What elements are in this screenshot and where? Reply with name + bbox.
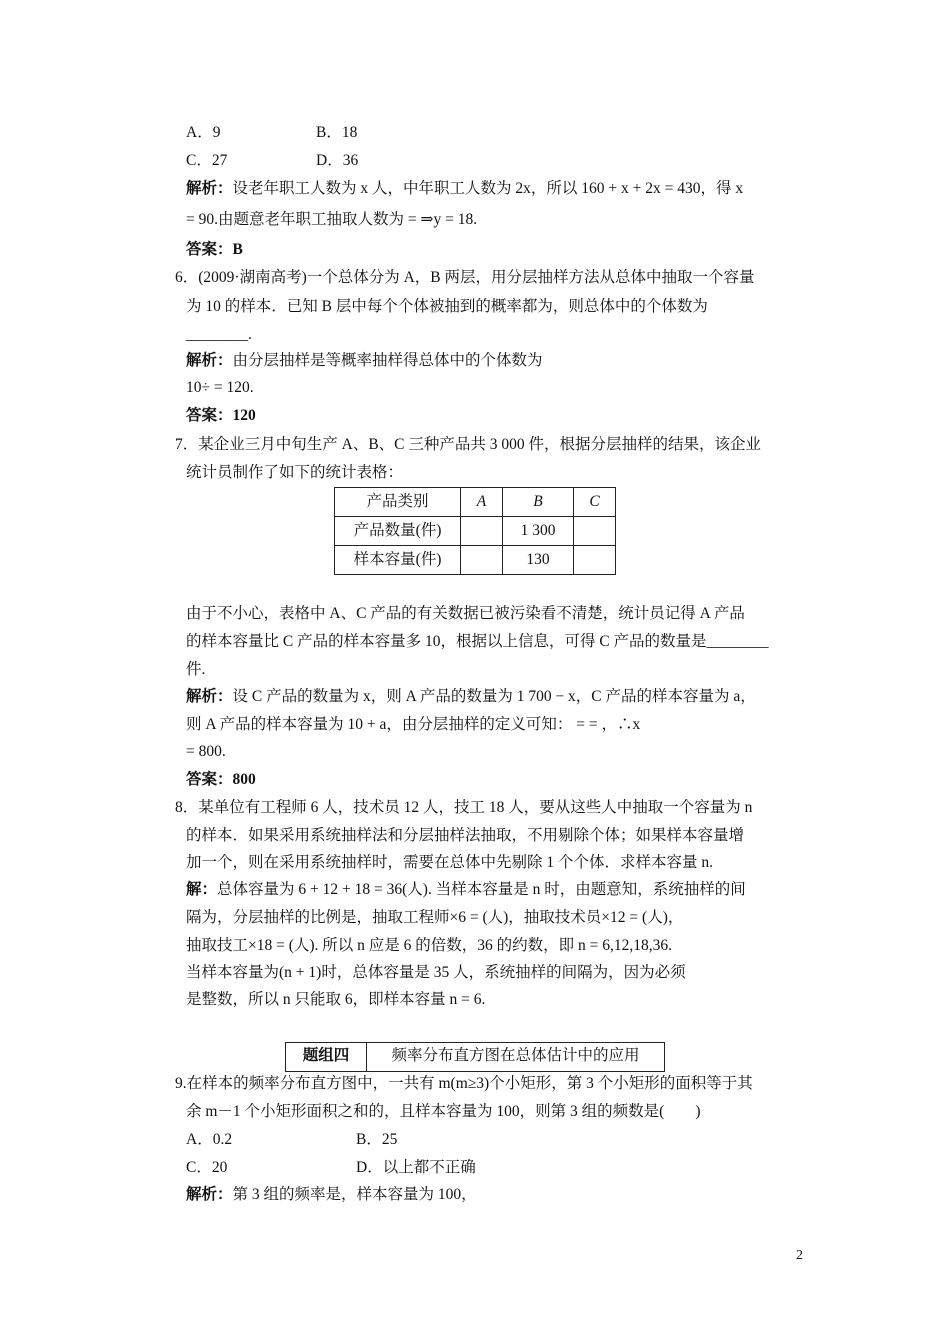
q7-stem-cont: 统计员制作了如下的统计表格： (186, 464, 404, 481)
q9-solution (186, 1185, 477, 1205)
table-header-row (335, 488, 616, 517)
q6-solution-cont: 10÷ = 120. (186, 379, 254, 396)
q6-stem-cont: 为 10 的样本．已知 B 层中每个个体被抽到的概率都为，则总体中的个体数为 (186, 298, 708, 315)
q5-answer: 答案：B (186, 241, 243, 258)
table-cell: 产品数量(件) (335, 517, 461, 546)
q7-stem-cont3: 的样本容量比 C 产品的样本容量多 10，根据以上信息，可得 C 产品的数量是________ (186, 633, 769, 650)
table-cell: 1 300 (503, 517, 574, 546)
q9-stem-cont: 余 m－1 个小矩形面积之和的，且样本容量为 100，则第 3 组的频数是( ) (186, 1103, 701, 1120)
table-cell (461, 546, 503, 575)
table-cell: 产品类别 (335, 488, 461, 517)
q8-solution-cont: 隔为，分层抽样的比例是，抽取工程师×6 = (人)，抽取技术员×12 = (人)， (186, 909, 684, 926)
q7-stem-cont2: 由于不小心，表格中 A、C 产品的有关数据已被污染看不清楚，统计员记得 A 产品 (186, 605, 745, 622)
solution-text: 总体容量为 6 + 12 + 18 = 36(人). 当样本容量是 n 时，由题意知，系统抽样的间 (217, 881, 746, 898)
q5-option-a: A．9 (186, 124, 221, 141)
solution-label: 解析： (186, 688, 233, 705)
q5-option-d: D．36 (316, 152, 359, 169)
solution-text: 设 C 产品的数量为 x，则 A 产品的数量为 1 700 − x，C 产品的样本容量为 a， (232, 688, 756, 705)
table-cell (574, 546, 616, 575)
q9-option-a: A．0.2 (186, 1131, 233, 1148)
solution-label: 解析： (186, 1186, 233, 1203)
solution-text: 由分层抽样是等概率抽样得总体中的个体数为 (232, 352, 543, 369)
table-cell: 130 (503, 546, 574, 575)
table-cell: A (461, 488, 503, 517)
q8-stem-cont2: 加一个，则在采用系统抽样时，需要在总体中先剔除 1 个个体．求样本容量 n. (186, 854, 714, 871)
q5-solution (186, 179, 743, 199)
solution-label: 解： (186, 881, 218, 898)
q9-stem: 9.在样本的频率分布直方图中，一共有 m(m≥3)个小矩形，第 3 个小矩形的面积等于其 (175, 1075, 753, 1092)
q9-option-b: B．25 (356, 1131, 398, 1148)
table-cell: 样本容量(件) (335, 546, 461, 575)
q8-solution-cont4: 是整数，所以 n 只能取 6，即样本容量 n = 6. (186, 991, 486, 1008)
q8-stem-cont: 的样本．如果采用系统抽样法和分层抽样法抽取，不用剔除个体；如果样本容量增 (186, 827, 745, 844)
solution-text: 第 3 组的频率是，样本容量为 100， (232, 1186, 477, 1203)
q7-stem: 7．某企业三月中旬生产 A、B、C 三种产品共 3 000 件，根据分层抽样的结果，该企业 (175, 436, 761, 453)
q8-solution-cont2: 抽取技工×18 = (人). 所以 n 应是 6 的倍数，36 的约数，即 n = 6,12,18,36. (186, 937, 673, 954)
page-number: 2 (796, 1248, 803, 1263)
q8-solution (186, 880, 746, 900)
table-cell: B (503, 488, 574, 517)
q7-solution-cont2: = 800. (186, 743, 226, 760)
solution-label: 解析： (186, 180, 233, 197)
section-header (285, 1042, 665, 1072)
section-tag: 题组四 (286, 1043, 367, 1071)
q6-answer: 答案：120 (186, 407, 256, 424)
q7-stem-cont4: 件. (186, 661, 206, 678)
q9-option-c: C．20 (186, 1159, 228, 1176)
q9-option-d: D．以上都不正确 (356, 1159, 476, 1176)
stats-table (334, 487, 616, 575)
table-row (335, 546, 616, 575)
q6-solution (186, 351, 543, 371)
q7-answer: 答案：800 (186, 771, 256, 788)
table-row (335, 517, 616, 546)
table-cell: C (574, 488, 616, 517)
table-cell (461, 517, 503, 546)
q5-solution-cont: = 90.由题意老年职工抽取人数为 = ⇒y = 18. (186, 211, 478, 228)
q8-stem: 8．某单位有工程师 6 人，技术员 12 人，技工 18 人，要从这些人中抽取一个容量为 n (175, 799, 753, 816)
q6-stem: 6．(2009·湖南高考)一个总体分为 A，B 两层，用分层抽样方法从总体中抽取一个容量 (175, 269, 755, 286)
q5-option-c: C．27 (186, 152, 228, 169)
section-title: 频率分布直方图在总体估计中的应用 (391, 1047, 640, 1064)
q7-solution (186, 687, 756, 707)
q6-blank: ________. (186, 326, 252, 343)
q8-solution-cont3: 当样本容量为(n + 1)时，总体容量是 35 人，系统抽样的间隔为，因为必须 (186, 964, 686, 981)
q5-option-b: B．18 (316, 124, 358, 141)
table-cell (574, 517, 616, 546)
solution-text: 设老年职工人数为 x 人，中年职工人数为 2x，所以 160 + x + 2x = 430，得 x (232, 180, 744, 197)
q7-solution-cont: 则 A 产品的样本容量为 10 + a，由分层抽样的定义可知： = = ，∴x (186, 716, 641, 733)
solution-label: 解析： (186, 352, 233, 369)
